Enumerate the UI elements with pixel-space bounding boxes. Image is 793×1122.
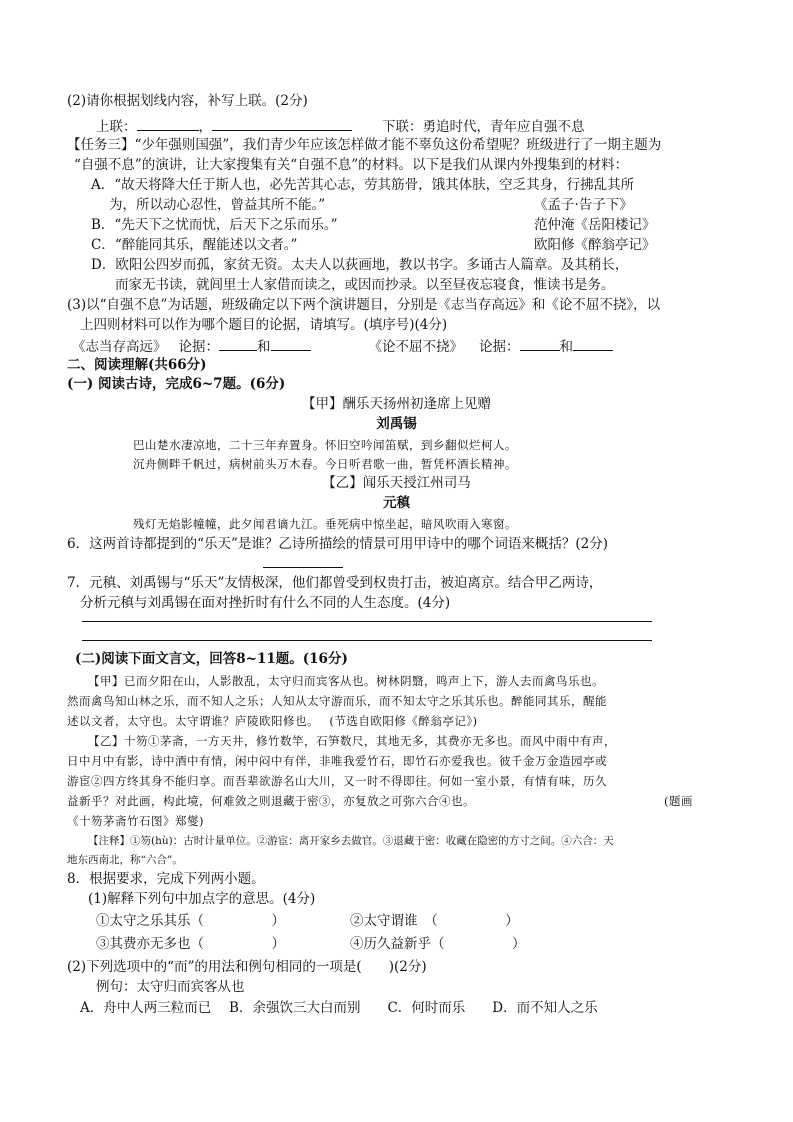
- subsection-1-heading: (一) 阅读古诗，完成6~7题。(6分): [67, 376, 286, 392]
- q3-line-1: (3)以“自强不息”为话题，班级确定以下两个演讲题目，分别是《志当存高远》和《论不屈不挠》，以: [67, 297, 661, 313]
- prose-a-line-2: 然而禽鸟知山林之乐，而不知人之乐；人知从太守游而乐，而不知太守之乐其乐也。醉能同其乐，醒能: [67, 694, 607, 708]
- q3-title-1: 《志当存高远》: [72, 339, 167, 355]
- q3-line-2: 上四则材料可以作为哪个题目的论据，请填写。(填序号)(4分): [80, 317, 448, 333]
- note-line-2: 地东西南北，称“六合”。: [67, 854, 183, 866]
- q3-arg-label-2: 论据：: [479, 339, 520, 355]
- q2-upper-label: 上联：: [96, 119, 137, 135]
- option-d-line-2: 而家无书读，就闾里士人家借而读之，或因而抄录。以至昼夜忘寝食，惟读书是务。: [115, 277, 615, 293]
- prose-b-line-2: 日中月中有影，诗中酒中有情，闲中闷中有伴，非唯我爱竹石，即竹石亦爱我也。彼千金万金造园亭或: [67, 754, 607, 768]
- q8-part-1: (1)解释下列句中加点字的意思。(4分): [88, 891, 316, 907]
- option-d-line-1: D．欧阳公四岁而孤，家贫无资。太夫人以荻画地，教以书字。多诵古人篇章。及其稍长，: [91, 257, 629, 273]
- q6-prompt: 6．这两首诗都提到的“乐天”是谁？乙诗所描绘的情景可用甲诗中的哪个词语来概括？(2分): [67, 536, 609, 552]
- q3-and-1: 和: [257, 339, 271, 355]
- q2-blank-2[interactable]: [212, 116, 352, 131]
- q8-prompt: 8．根据要求，完成下列两小题。: [67, 871, 265, 887]
- prose-b-source-2: 《十笏茅斋竹石图》郑燮): [67, 814, 204, 828]
- poem-a-author: 刘禹锡: [376, 416, 417, 432]
- q7-answer-line-1[interactable]: [82, 621, 652, 622]
- q2-couplet-line: [96, 116, 585, 136]
- option-a-line-2: 为，所以动心忍性，曾益其所不能。”: [109, 197, 326, 213]
- poem-a-line-1: 巴山楚水凄凉地，二十三年弃置身。怀旧空吟闻笛赋，到乡翻似烂柯人。: [133, 438, 517, 452]
- subsection-2-heading: (二)阅读下面文言文，回答8~11题。(16分): [75, 651, 348, 667]
- option-a-line-1: A．“故天将降大任于斯人也，必先苦其心志，劳其筋骨，饿其体肤，空乏其身，行拂乱其所: [91, 177, 635, 193]
- q2-prompt: (2)请你根据划线内容，补写上联。(2分): [67, 93, 308, 109]
- note-line-1: 【注释】①笏(hù)：古时计量单位。②游宦：离开家乡去做官。③退藏于密：收藏在隐密的方寸之间。④六合：天: [88, 835, 614, 847]
- poem-b-title: 【乙】闻乐天授江州司马: [322, 475, 471, 491]
- q7-line-2: 分析元稹与刘禹锡在面对挫折时有什么不同的人生态度。(4分): [80, 595, 451, 611]
- task3-line-1: 【任务三】“少年强则国强”，我们青少年应该怎样做才能不辜负这份希望呢？班级进行了一期主题为: [67, 137, 662, 153]
- option-a-source: 《孟子·告子下》: [534, 197, 633, 213]
- q3-title-2: 《论不屈不挠》: [368, 339, 463, 355]
- q3-blank-1[interactable]: [219, 336, 257, 351]
- prose-b-line-4: 益新乎？对此画，构此境，何难敛之则退藏于密③，亦复放之可弥六合④也。: [67, 794, 475, 808]
- task3-line-2: “自强不息”的演讲，让大家搜集有关“自强不息”的材料。以下是我们从课内外搜集到的材料：: [74, 157, 629, 173]
- q8-part-2: (2)下列选项中的“而”的用法和例句相同的一项是( )(2分): [67, 959, 427, 975]
- q3-blank-4[interactable]: [573, 336, 613, 351]
- option-b-source: 范仲淹《岳阳楼记》: [534, 217, 656, 233]
- q2-comma: ，: [198, 119, 212, 135]
- prose-b-line-1: 【乙】十笏①茅斋，一方天井，修竹数竿，石笋数尺，其地无多，其费亦无多也。而风中雨中有声，: [88, 734, 616, 748]
- q8-item-1: ①太守之乐其乐（ ）: [96, 913, 285, 929]
- q8-item-3: ③其费亦无多也（ ）: [96, 936, 285, 952]
- q8-example: 例句：太守归而宾客从也: [96, 979, 245, 995]
- q3-arg-label-1: 论据：: [178, 339, 219, 355]
- poem-b-line-1: 残灯无焰影幢幢，此夕闻君谪九江。垂死病中惊坐起，暗风吹雨入寒窗。: [133, 517, 517, 531]
- poem-b-author: 元稹: [383, 495, 410, 511]
- prose-b-line-3: 游宦②四方终其身不能归享。而吾辈欲游名山大川，又一时不得即往。何如一室小景，有情有味，历久: [67, 774, 607, 788]
- option-c: C．“醉能同其乐，醒能述以文者。”: [91, 237, 298, 253]
- q2-lower-couplet: 下联：勇追时代，青年应自强不息: [382, 119, 585, 135]
- q3-answer-line: [72, 336, 613, 356]
- q6-answer-line[interactable]: [263, 567, 343, 568]
- prose-a-line-3: 述以文者，太守也。太守谓谁？庐陵欧阳修也。 (节选自欧阳修《醉翁亭记》): [67, 714, 478, 728]
- poem-a-title: 【甲】酬乐天扬州初逢席上见赠: [302, 396, 491, 412]
- q3-and-2: 和: [559, 339, 573, 355]
- q8-item-2: ②太守谓谁 （ ）: [350, 913, 519, 929]
- q2-blank-1[interactable]: [137, 116, 199, 131]
- prose-b-source: (题画: [664, 794, 693, 808]
- q3-blank-3[interactable]: [520, 336, 560, 351]
- option-c-source: 欧阳修《醉翁亭记》: [534, 237, 656, 253]
- q3-blank-2[interactable]: [271, 336, 311, 351]
- prose-a-line-1: 【甲】已而夕阳在山，人影散乱，太守归而宾客从也。树林阴翳，鸣声上下，游人去而禽鸟乐也。: [88, 674, 604, 688]
- poem-a-line-2: 沉舟侧畔千帆过，病树前头万木春。今日听君歌一曲，暂凭杯酒长精神。: [133, 457, 517, 471]
- option-b: B．“先天下之忧而忧，后天下之乐而乐。”: [91, 217, 338, 233]
- q7-line-1: 7．元稹、刘禹锡与“乐天”友情极深，他们都曾受到权贵打击，被迫离京。结合甲乙两诗，: [67, 575, 603, 591]
- q8-options: A．舟中人两三粒而已 B．余强饮三大白而别 C．何时而乐 D．而不知人之乐: [80, 1000, 598, 1016]
- q7-answer-line-2[interactable]: [82, 640, 652, 641]
- q8-item-4: ④历久益新乎（ ）: [350, 936, 526, 952]
- section-2-heading: 二、阅读理解(共66分): [67, 357, 207, 373]
